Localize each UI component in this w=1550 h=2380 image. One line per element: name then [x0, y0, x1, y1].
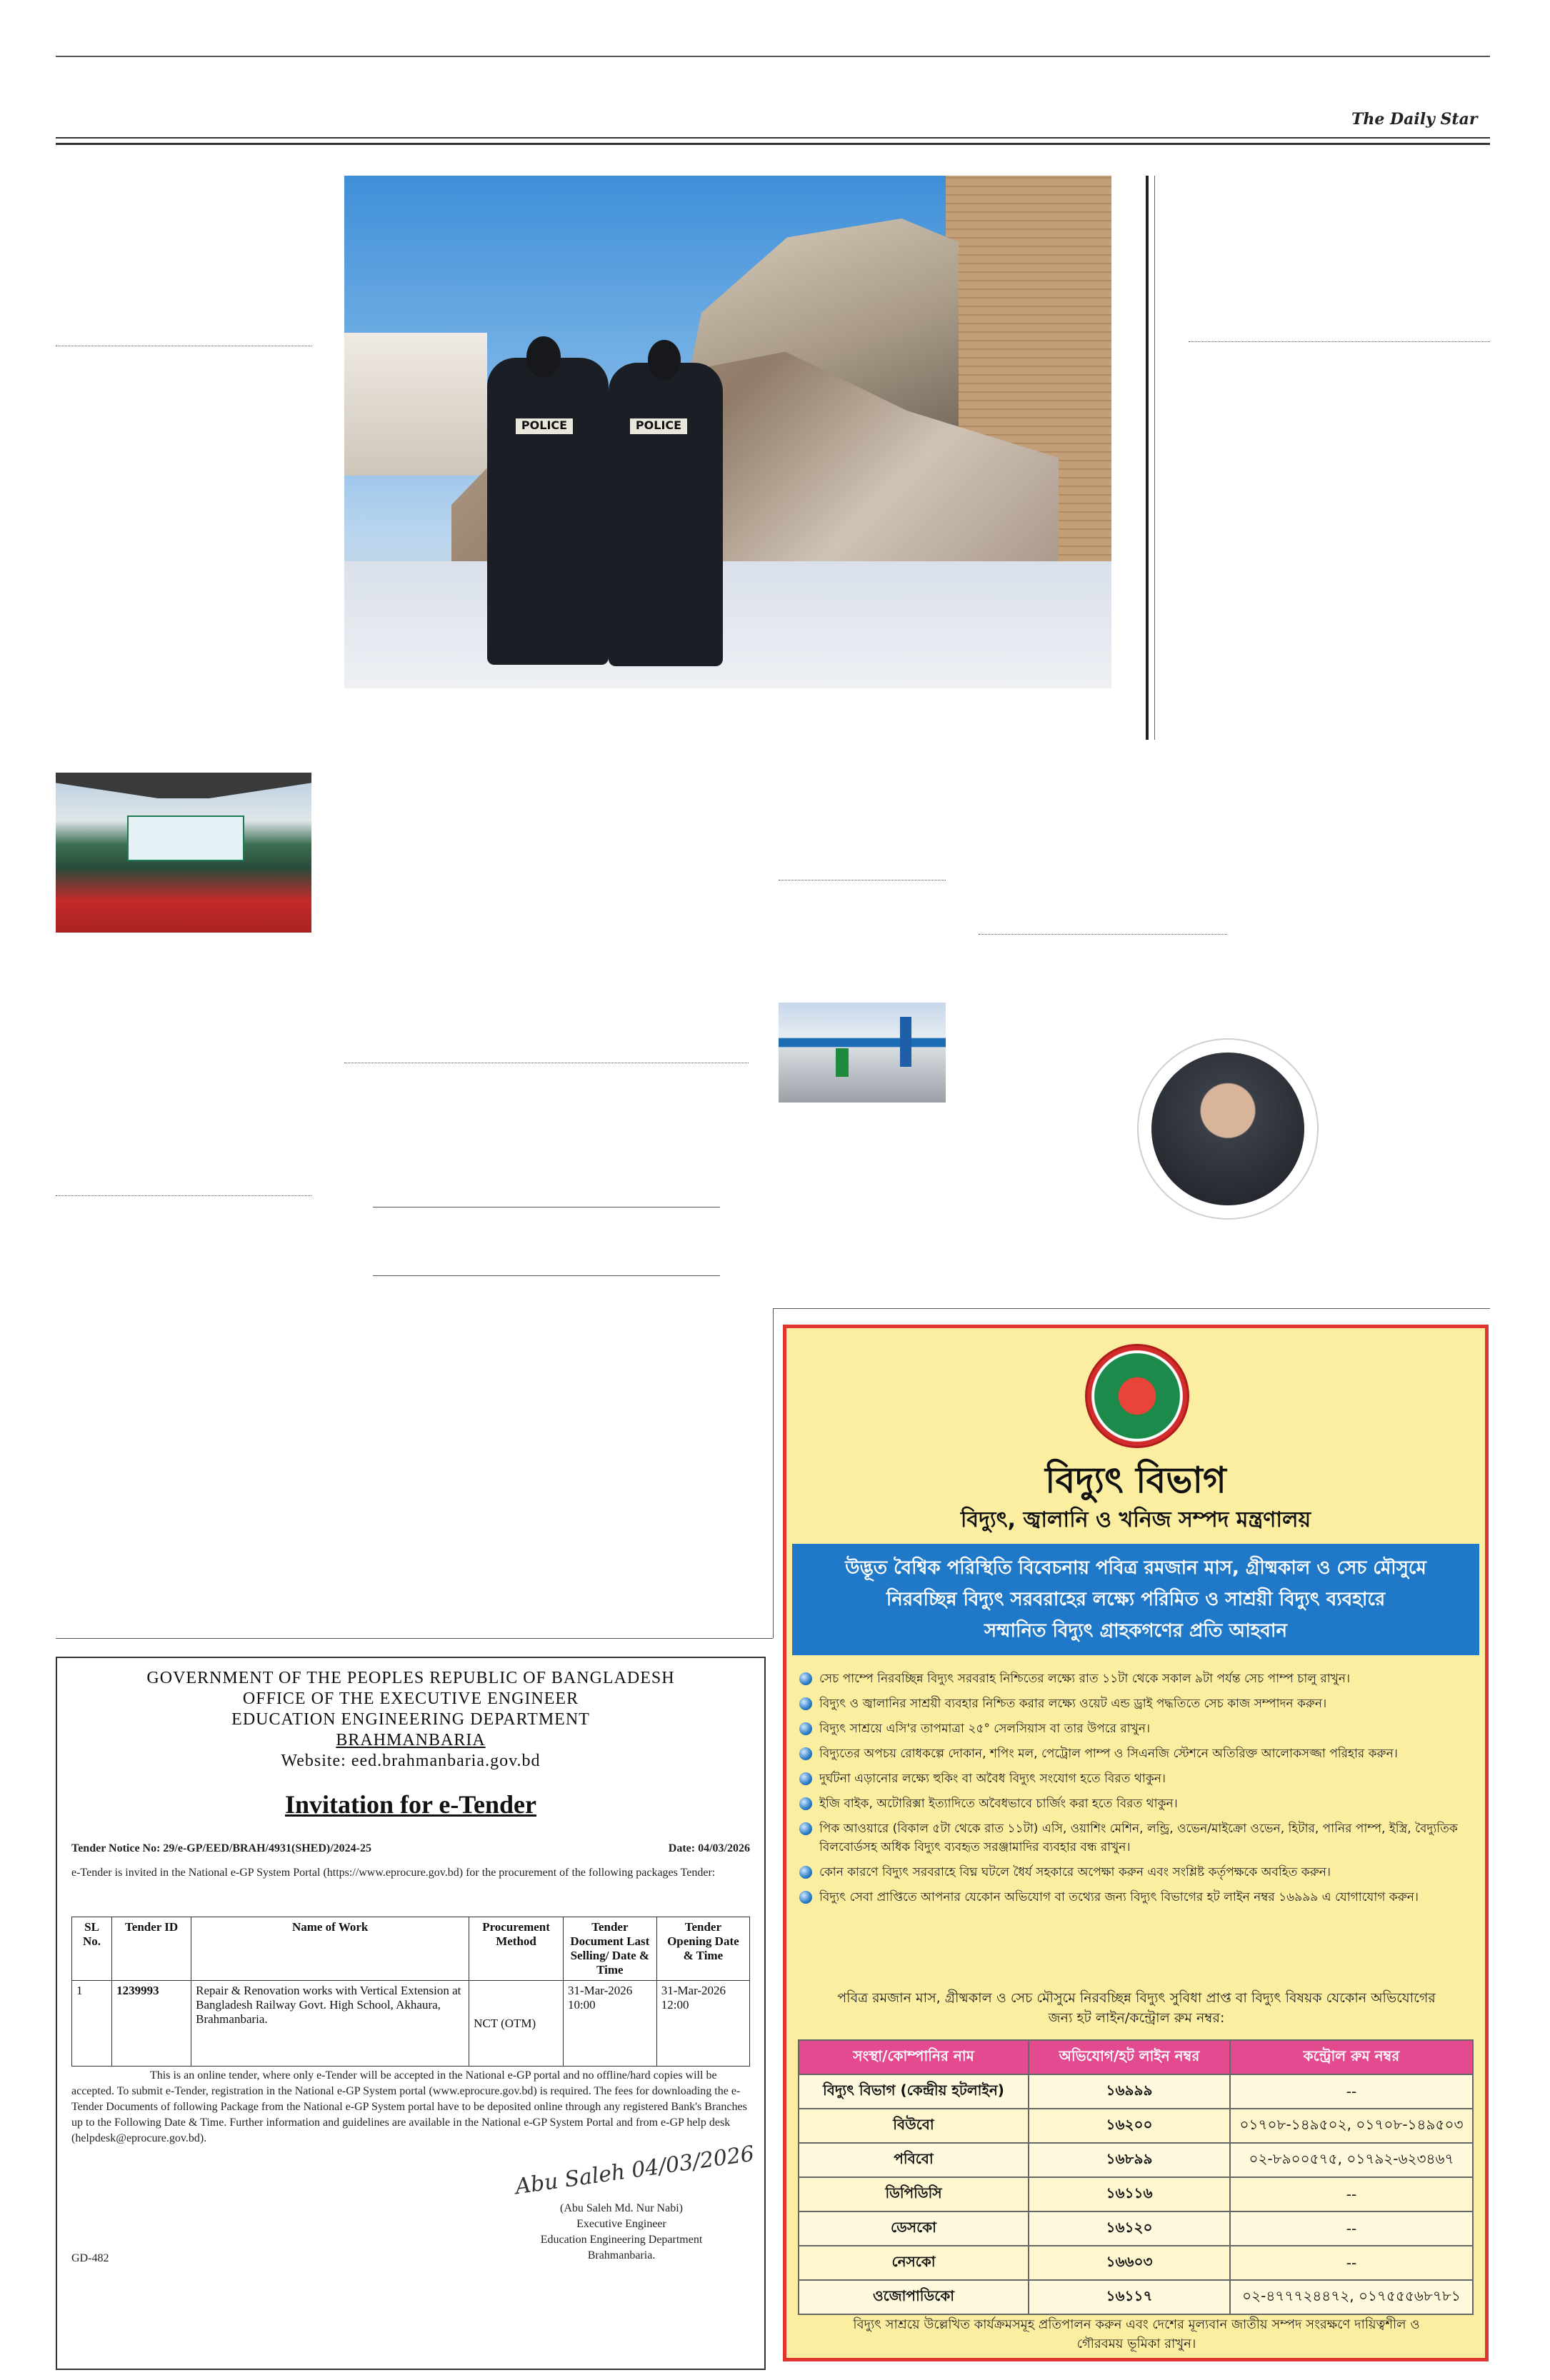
bullet-text: ইজি বাইক, অটোরিক্সা ইত্যাদিতে অবৈধভাবে চার্জিং করা হতে বিরত থাকুন। — [819, 1797, 1178, 1811]
org-name: পবিবো — [799, 2143, 1029, 2177]
bottom-left-rule — [56, 1638, 773, 1639]
bullet-icon — [799, 1797, 812, 1810]
vertical-divider-thin — [1154, 176, 1155, 740]
ad-subtitle: বিদ্যুৎ, জ্বালানি ও খনিজ সম্পদ মন্ত্রণালয় — [960, 1507, 1311, 1532]
table-row — [799, 2246, 1473, 2280]
tender-header-4: BRAHMANBARIA — [336, 1731, 486, 1749]
banner-line-2: নিরবচ্ছিন্ন বিদ্যুৎ সরবরাহের লক্ষ্যে পরিমিত ও সাশ্রয়ী বিদ্যুৎ ব্যবহারে — [886, 1589, 1386, 1610]
org-name: ডেসকো — [799, 2211, 1029, 2246]
left-column-rule-1 — [56, 346, 311, 347]
list-item — [796, 1794, 1475, 1813]
control-number: -- — [1230, 2177, 1473, 2211]
tender-notice — [56, 1657, 766, 2370]
col-org: সংস্থা/কোম্পানির নাম — [799, 2040, 1029, 2074]
bullet-icon — [799, 1866, 812, 1879]
row-selling: 31-Mar-2026 10:00 — [563, 1981, 656, 2067]
tender-table — [71, 1917, 750, 2067]
control-number: ০১৭০৮-১৪৯৫০২, ০১৭০৮-১৪৯৫০৩ — [1230, 2109, 1473, 2143]
table-row — [799, 2211, 1473, 2246]
mid-rule-2 — [979, 934, 1227, 935]
hotline-number: ১৬৬০৩ — [1029, 2246, 1230, 2280]
list-item — [796, 1819, 1475, 1857]
tender-header-3: EDUCATION ENGINEERING DEPARTMENT — [231, 1710, 590, 1729]
col-work: Name of Work — [191, 1917, 469, 1981]
bullet-text: দুর্ঘটনা এড়ানোর লক্ষ্যে হুকিং বা অবৈধ বিদ্যুৎ সংযোগ হতে বিরত থাকুন। — [819, 1772, 1166, 1786]
tender-notice-no: Tender Notice No: 29/e-GP/EED/BRAH/4931(SHED)/2024-25 — [71, 1842, 371, 1854]
hotline-number: ১৬১২০ — [1029, 2211, 1230, 2246]
fuel-station-photo — [779, 1003, 946, 1103]
col-id: Tender ID — [112, 1917, 191, 1981]
ad-footer: বিদ্যুৎ সাশ্রয়ে উল্লেখিত কার্যক্রমসমূহ প্রতিপালন করুন এবং দেশের মূল্যবান জাতীয় সম্পদ সংরক্ষণে দায়িত্বশীল ও গৌরবময় ভূমিকা রাখুন। — [853, 2317, 1420, 2351]
main-photo-collapsed-building — [344, 176, 1111, 688]
tender-website: Website: eed.brahmanbaria.gov.bd — [281, 1752, 541, 1770]
portrait-photo — [1151, 1053, 1304, 1205]
col-hotline: অভিযোগ/হট লাইন নম্বর — [1029, 2040, 1230, 2074]
table-row — [799, 2280, 1473, 2314]
ad-bullet-list — [796, 1669, 1475, 1913]
bullet-text: বিদ্যুৎ ও জ্বালানির সাশ্রয়ী ব্যবহার নিশ্চিত করার লক্ষ্যে ওয়েট এন্ড ড্রাই পদ্ধতিতে সেচ কাজ সম্পাদন করুন। — [819, 1697, 1327, 1711]
col-selling: Tender Document Last Selling/ Date & Time — [563, 1917, 656, 1981]
event-stage-banner — [127, 815, 244, 861]
bullet-text: সেচ পাম্পে নিরবচ্ছিন্ন বিদ্যুৎ সরবরাহ নিশ্চিতের লক্ষ্যে রাত ১১টা থেকে সকাল ৯টা পর্যন্ত সেচ পাম্প চালু রাখুন। — [819, 1672, 1351, 1686]
tender-title: Invitation for e-Tender — [284, 1790, 536, 1819]
list-item — [796, 1769, 1475, 1788]
bullet-icon — [799, 1697, 812, 1710]
tender-intro: e-Tender is invited in the National e-GP System Portal (https://www.eprocure.gov.bd) for the procurement of the following packages Tender: — [71, 1867, 716, 1879]
hotline-number: ১৬৯৯৯ — [1029, 2074, 1230, 2109]
bullet-icon — [799, 1772, 812, 1785]
officer-left-label: POLICE — [516, 418, 573, 434]
fuel-pump — [836, 1048, 849, 1077]
list-item — [796, 1719, 1475, 1738]
table-row — [799, 2074, 1473, 2109]
col-method: Procurement Method — [469, 1917, 564, 1981]
vertical-divider — [1146, 176, 1149, 740]
row-method: NCT (OTM) — [469, 1981, 564, 2067]
left-column-rule-2 — [56, 1195, 311, 1197]
org-name: বিদ্যুৎ বিভাগ (কেন্দ্রীয় হটলাইন) — [799, 2074, 1029, 2109]
bullet-icon — [799, 1672, 812, 1685]
ad-banner — [792, 1544, 1479, 1655]
portrait-circle — [1139, 1040, 1317, 1218]
banner-line-1: উদ্ভূত বৈশ্বিক পরিস্থিতি বিবেচনায় পবিত্র রমজান মাস, গ্রীষ্মকাল ও সেচ মৌসুমে — [845, 1557, 1426, 1579]
tender-code: GD-482 — [71, 2252, 109, 2264]
power-division-ad — [783, 1325, 1489, 2361]
org-name: নেসকো — [799, 2246, 1029, 2280]
bullet-text: বিদ্যুৎ সেবা প্রাপ্তিতে আপনার যেকোন অভিযোগ বা তথ্যের জন্য বিদ্যুৎ বিভাগের হট লাইন নম্বর ১৬৯৯৯ এ যোগাযোগ করুন। — [819, 1890, 1419, 1904]
tender-date: Date: 04/03/2026 — [668, 1842, 750, 1854]
officer-left-head — [526, 336, 561, 378]
tender-footer-text: This is an online tender, where only e-Tender will be accepted in the National e-GP portal and no offline/hard copies will be accepted. To submit e-Tender, registration in the National e-GP System portal (www.eprocure.gov.bd) is required. The fees for downloading the e-Tender Documents of following Package from the National e-GP System portal have to be deposited online through any registered Bank's Branches up to the Following Date & Time. Further information and guidelines are available in the National e-GP System Portal and from e-GP help desk (helpdesk@eprocure.gov.bd). — [71, 2069, 747, 2144]
ad-left-rule — [773, 1308, 774, 1638]
officer-right-label: POLICE — [630, 418, 687, 434]
banner-line-3: সম্মানিত বিদ্যুৎ গ্রাহকগণের প্রতি আহবান — [984, 1620, 1287, 1642]
control-number: ০২-৮৯০০৫৭৫, ০১৭৯২-৬২৩৪৬৭ — [1230, 2143, 1473, 2177]
row-work: Repair & Renovation works with Vertical Extension at Bangladesh Railway Govt. High School, Akhaura, Brahmanbaria. — [191, 1981, 469, 2067]
left-building — [344, 333, 487, 476]
signatory-place: Brahmanbaria. — [587, 2249, 656, 2261]
row-opening: 31-Mar-2026 12:00 — [656, 1981, 749, 2067]
tender-header-1: GOVERNMENT OF THE PEOPLES REPUBLIC OF BANGLADESH — [146, 1669, 675, 1687]
org-name: ওজোপাডিকো — [799, 2280, 1029, 2314]
event-canopy — [56, 773, 311, 798]
officer-right-head — [648, 340, 681, 380]
fuel-sign — [900, 1017, 911, 1067]
signature-scrawl: Abu Saleh 04/03/2026 — [514, 2141, 756, 2200]
hotline-number: ১৬৮৯৯ — [1029, 2143, 1230, 2177]
table-row — [799, 2143, 1473, 2177]
control-number: ০২-৪৭৭৭২৪৪৭২, ০১৭৫৫৫৬৮৭৮১ — [1230, 2280, 1473, 2314]
police-officer-right — [609, 363, 723, 666]
control-number: -- — [1230, 2074, 1473, 2109]
bullet-icon — [799, 1891, 812, 1904]
org-name: বিউবো — [799, 2109, 1029, 2143]
bullet-text: বিদ্যুৎ সাশ্রয়ে এসি'র তাপমাত্রা ২৫° সেলসিয়াস বা তার উপরে রাখুন। — [819, 1722, 1151, 1736]
col-opening: Tender Opening Date & Time — [656, 1917, 749, 1981]
hotline-table — [798, 2039, 1474, 2315]
tender-header-2: OFFICE OF THE EXECUTIVE ENGINEER — [242, 1689, 579, 1708]
org-name: ডিপিডিসি — [799, 2177, 1029, 2211]
bullet-icon — [799, 1822, 812, 1835]
signatory-title: Executive Engineer — [576, 2218, 666, 2230]
signatory-dept: Education Engineering Department — [540, 2234, 703, 2246]
row-sl: 1 — [72, 1981, 112, 2067]
police-officer-left — [487, 358, 609, 665]
row-id: 1239993 — [112, 1981, 191, 2067]
center-rule-1 — [344, 1063, 749, 1064]
list-item — [796, 1863, 1475, 1882]
ground — [344, 561, 1111, 688]
list-item — [796, 1669, 1475, 1688]
ad-note: পবিত্র রমজান মাস, গ্রীষ্মকাল ও সেচ মৌসুমে নিরবচ্ছিন্ন বিদ্যুৎ সুবিধা প্রাপ্ত বা বিদ্যুৎ বিষয়ক যেকোন অভিযোগের জন্য হট লাইন/কন্ট্রোল রুম নম্বর: — [837, 1990, 1436, 2026]
table-row — [799, 2177, 1473, 2211]
center-rule-3 — [373, 1275, 720, 1276]
hotline-number: ১৬১১৬ — [1029, 2177, 1230, 2211]
list-item — [796, 1694, 1475, 1713]
masthead-rule-top — [56, 137, 1490, 139]
right-column-rule-1 — [1189, 341, 1490, 343]
table-row — [799, 2109, 1473, 2143]
list-item — [796, 1744, 1475, 1763]
col-sl: SL No. — [72, 1917, 112, 1981]
top-rule — [56, 56, 1490, 57]
control-number: -- — [1230, 2246, 1473, 2280]
bullet-text: পিক আওয়ারে (বিকাল ৫টা থেকে রাত ১১টা) এসি, ওয়াশিং মেশিন, লন্ড্রি, ওভেন/মাইক্রো ওভেন, হিটার, পানির পাম্প, ইস্ত্রি, বৈদ্যুতিক বিলবোর্ডসহ অধিক বিদ্যুৎ ব্যবহৃত সরঞ্জামাদির ব্যবহার বন্ধ রাখুন। — [819, 1822, 1458, 1854]
col-control: কন্ট্রোল রুম নম্বর — [1230, 2040, 1473, 2074]
list-item — [796, 1888, 1475, 1907]
mid-rule-1 — [779, 880, 946, 881]
publication-name: The Daily Star — [1351, 110, 1478, 129]
table-row — [72, 1981, 750, 2067]
bullet-icon — [799, 1747, 812, 1760]
ad-title: বিদ্যুৎ বিভাগ — [1045, 1460, 1226, 1501]
signatory-name: (Abu Saleh Md. Nur Nabi) — [560, 2202, 683, 2214]
masthead-rule-bottom — [56, 143, 1490, 145]
ad-top-rule — [773, 1308, 1490, 1309]
control-number: -- — [1230, 2211, 1473, 2246]
government-emblem-icon — [1085, 1344, 1189, 1448]
hotline-number: ১৬২০০ — [1029, 2109, 1230, 2143]
bullet-text: কোন কারণে বিদ্যুৎ সরবরাহে বিঘ্ন ঘটলে ধৈর্য সহকারে অপেক্ষা করুন এবং সংশ্লিষ্ট কর্তৃপক্ষকে অবহিত করুন। — [819, 1865, 1331, 1879]
bullet-text: বিদ্যুতের অপচয় রোধকল্পে দোকান, শপিং মল, পেট্রোল পাম্প ও সিএনজি স্টেশনে অতিরিক্ত আলোকসজ্জা পরিহার করুন। — [819, 1747, 1398, 1761]
bullet-icon — [799, 1722, 812, 1735]
hotline-number: ১৬১১৭ — [1029, 2280, 1230, 2314]
event-photo — [56, 773, 311, 933]
